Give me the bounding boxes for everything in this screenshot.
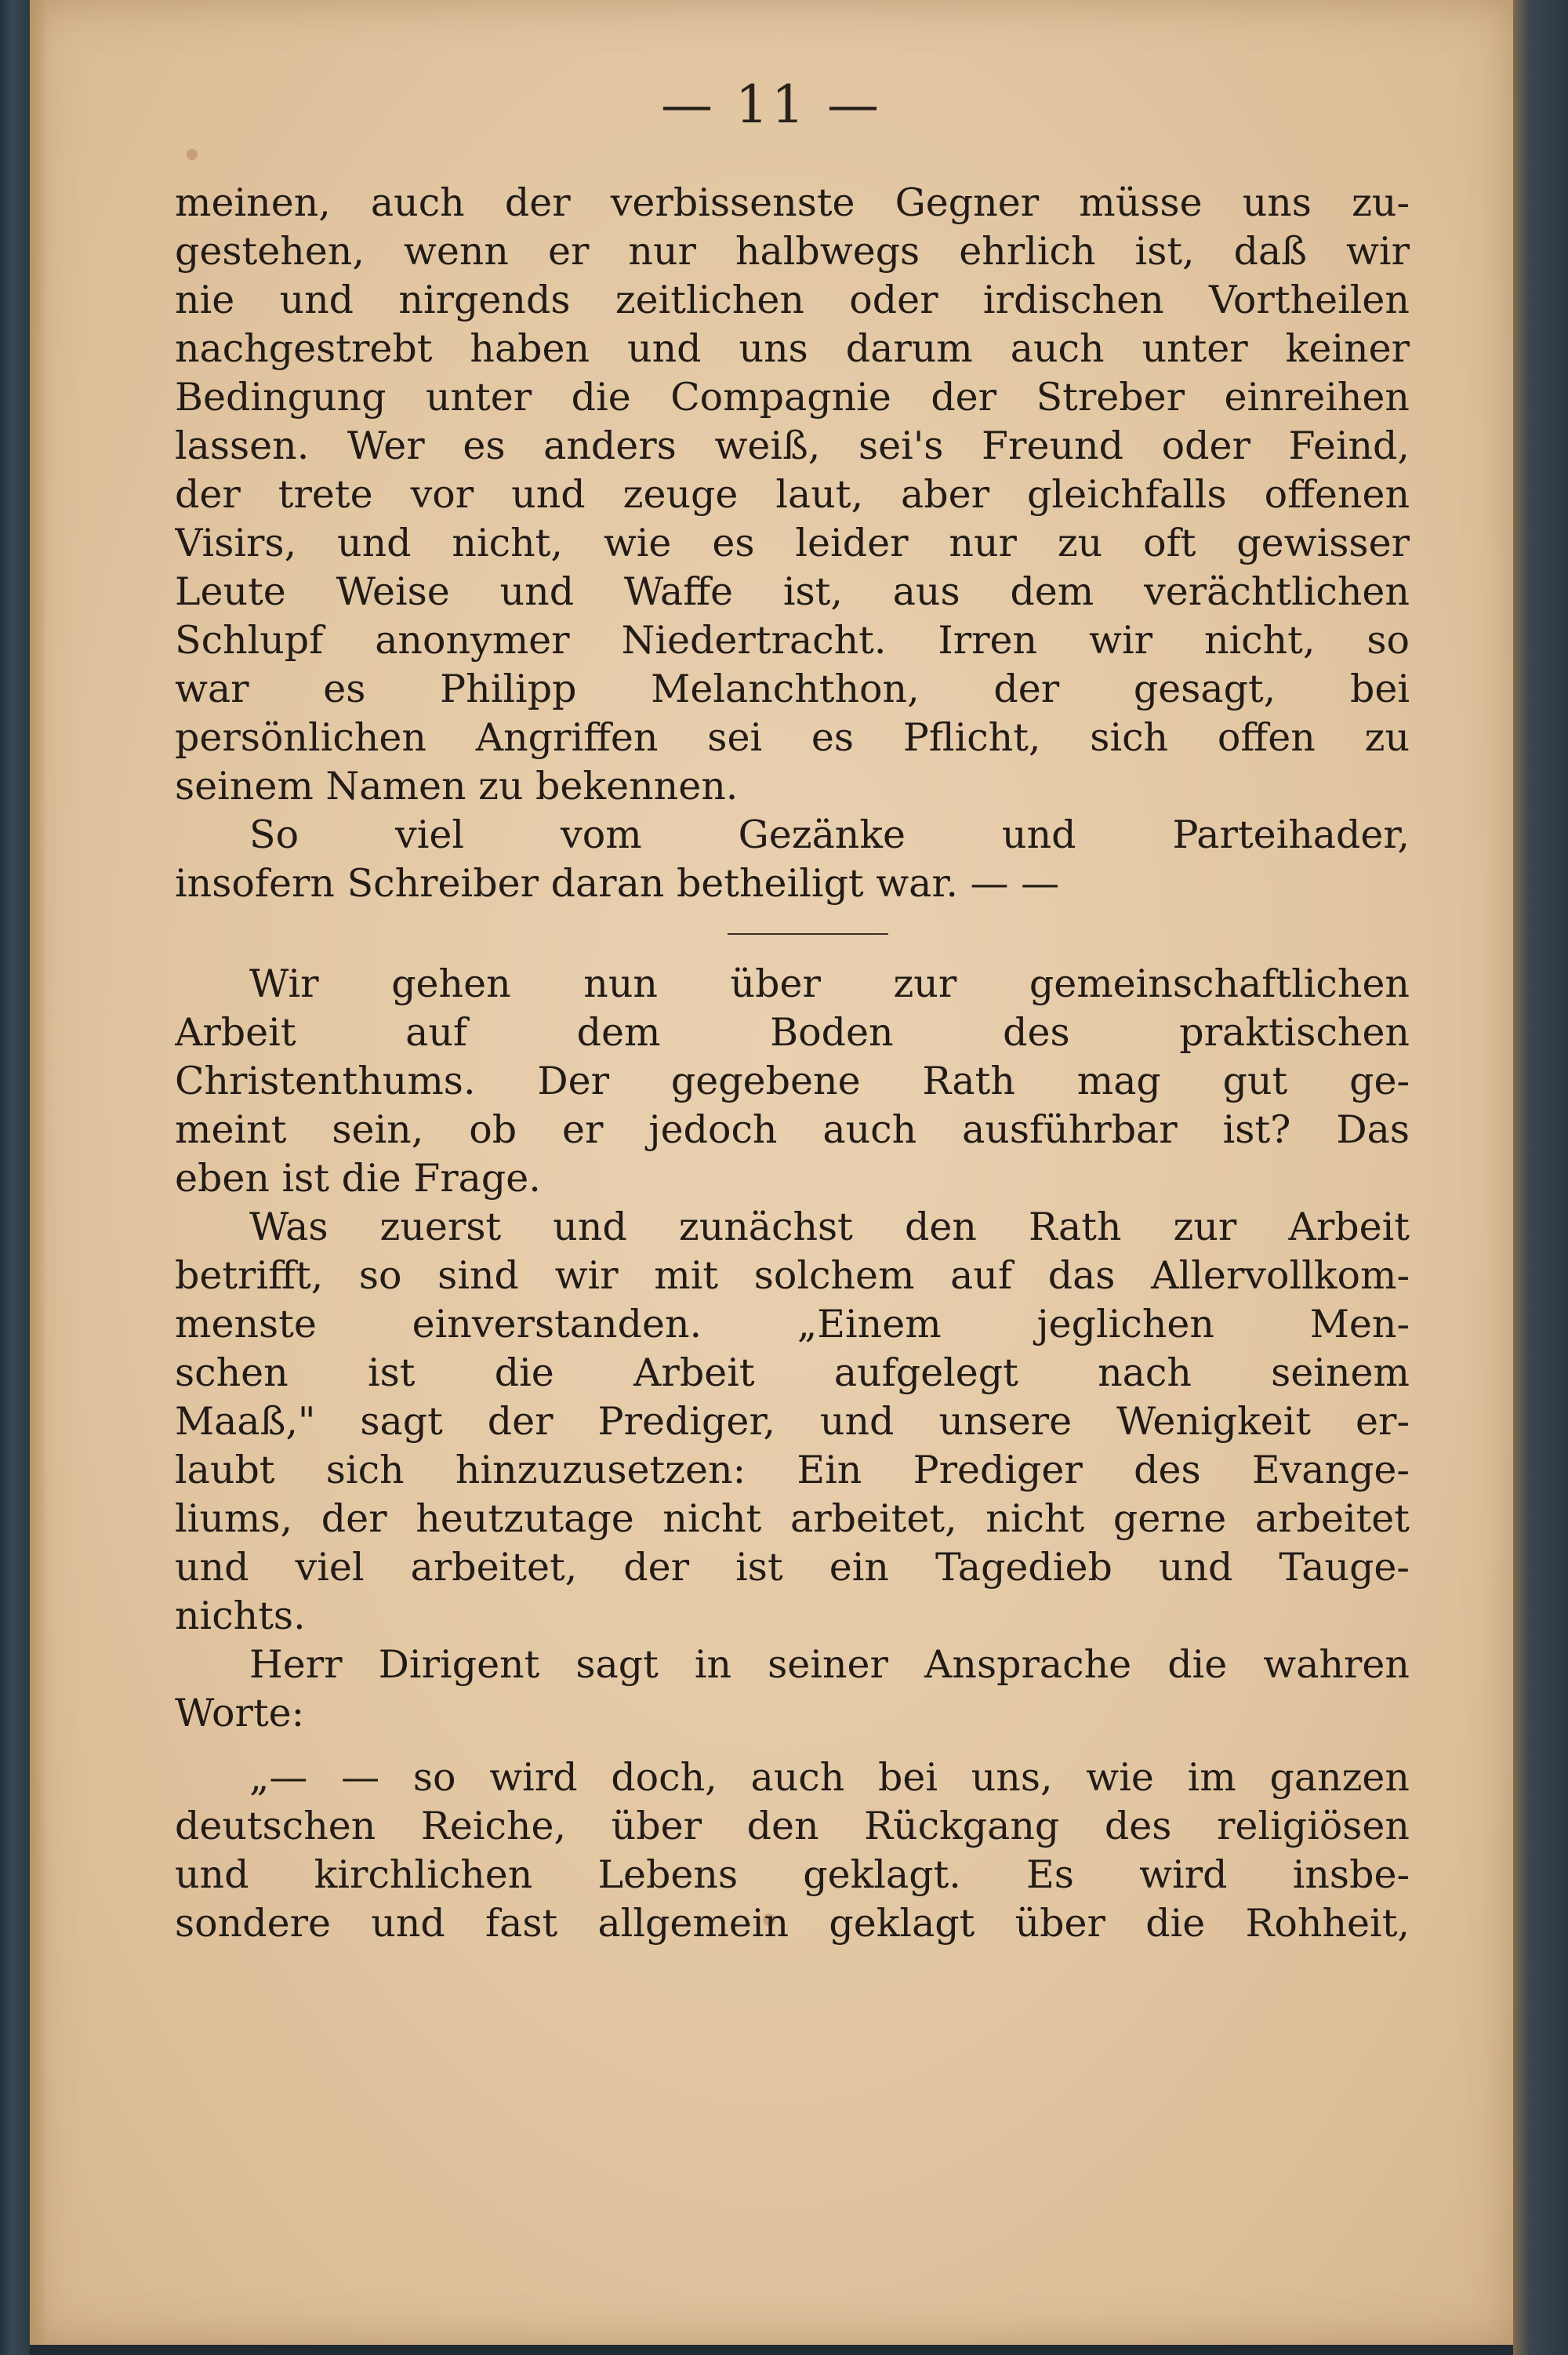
paragraph xyxy=(175,1754,1410,1948)
text-line: meint sein, ob er jedoch auch ausführbar ist? Das xyxy=(175,1107,1410,1152)
text-line: Was zuerst und zunächst den Rath zur Arbeit xyxy=(249,1205,1410,1249)
text-line: Leute Weise und Waffe ist, aus dem verächtlichen xyxy=(175,569,1410,614)
section-divider-row xyxy=(175,908,1410,960)
text-line: Bedingung unter die Compagnie der Streber einreihen xyxy=(175,375,1410,420)
text-line: Schlupf anonymer Niedertracht. Irren wir nicht, so xyxy=(175,618,1410,663)
text-line: Wir gehen nun über zur gemeinschaftlichen xyxy=(249,961,1410,1006)
text-line: meinen, auch der verbissenste Gegner müsse uns zu- xyxy=(175,180,1410,225)
paper-stain xyxy=(187,149,198,160)
text-line: gestehen, wenn er nur halbwegs ehrlich ist, daß wir xyxy=(175,229,1410,274)
text-line: betrifft, so sind wir mit solchem auf das Allervollkom- xyxy=(175,1253,1410,1298)
text-line: Worte: xyxy=(175,1691,305,1735)
text-line: Visirs, und nicht, wie es leider nur zu oft gewisser xyxy=(175,521,1410,565)
paragraph xyxy=(175,179,1410,811)
paragraph-spacer xyxy=(175,1738,1410,1754)
text-line: schen ist die Arbeit aufgelegt nach seinem xyxy=(175,1350,1410,1395)
text-line: lassen. Wer es anders weiß, sei's Freund oder Feind, xyxy=(175,423,1410,468)
text-line: menste einverstanden. „Einem jeglichen Men- xyxy=(175,1302,1410,1346)
text-line: und viel arbeitet, der ist ein Tagedieb und Tauge- xyxy=(175,1545,1410,1590)
text-line: seinem Namen zu bekennen. xyxy=(175,764,739,809)
text-line: persönlichen Angriffen sei es Pflicht, sich offen zu xyxy=(175,715,1410,760)
text-line: Maaß," sagt der Prediger, und unsere Wenigkeit er- xyxy=(175,1399,1410,1444)
paragraph xyxy=(175,1203,1410,1641)
text-line: deutschen Reiche, über den Rückgang des religiösen xyxy=(175,1804,1410,1848)
page-number: — 11 — xyxy=(661,75,882,135)
body-text xyxy=(175,179,1410,1948)
text-line: insofern Schreiber daran betheiligt war. — — xyxy=(175,861,1060,906)
book-page xyxy=(30,0,1513,2345)
page-gutter-shadow xyxy=(30,0,47,2345)
text-line: war es Philipp Melanchthon, der gesagt, bei xyxy=(175,667,1410,711)
text-line: „— — so wird doch, auch bei uns, wie im ganzen xyxy=(249,1755,1410,1800)
paragraph xyxy=(175,1641,1410,1738)
text-line: Arbeit auf dem Boden des praktischen xyxy=(175,1010,1410,1055)
section-divider xyxy=(728,933,888,935)
paragraph xyxy=(175,960,1410,1203)
text-line: Christenthums. Der gegebene Rath mag gut ge- xyxy=(175,1059,1410,1103)
text-line: nachgestrebt haben und uns darum auch unter keiner xyxy=(175,326,1410,371)
paragraph xyxy=(175,811,1410,908)
text-line: laubt sich hinzuzusetzen: Ein Prediger des Evange- xyxy=(175,1448,1410,1492)
book-binding-left xyxy=(0,0,30,2355)
text-line: So viel vom Gezänke und Parteihader, xyxy=(249,812,1410,857)
text-line: sondere und fast allgemein geklagt über die Rohheit, xyxy=(175,1901,1410,1946)
text-line: liums, der heutzutage nicht arbeitet, nicht gerne arbeitet xyxy=(175,1496,1410,1541)
book-binding-right xyxy=(1513,0,1568,2355)
text-line: nichts. xyxy=(175,1594,306,1638)
text-line: Herr Dirigent sagt in seiner Ansprache die wahren xyxy=(249,1642,1410,1687)
text-line: der trete vor und zeuge laut, aber gleichfalls offenen xyxy=(175,472,1410,517)
text-line: nie und nirgends zeitlichen oder irdischen Vortheilen xyxy=(175,278,1410,322)
text-line: eben ist die Frage. xyxy=(175,1156,541,1201)
text-line: und kirchlichen Lebens geklagt. Es wird insbe- xyxy=(175,1852,1410,1897)
